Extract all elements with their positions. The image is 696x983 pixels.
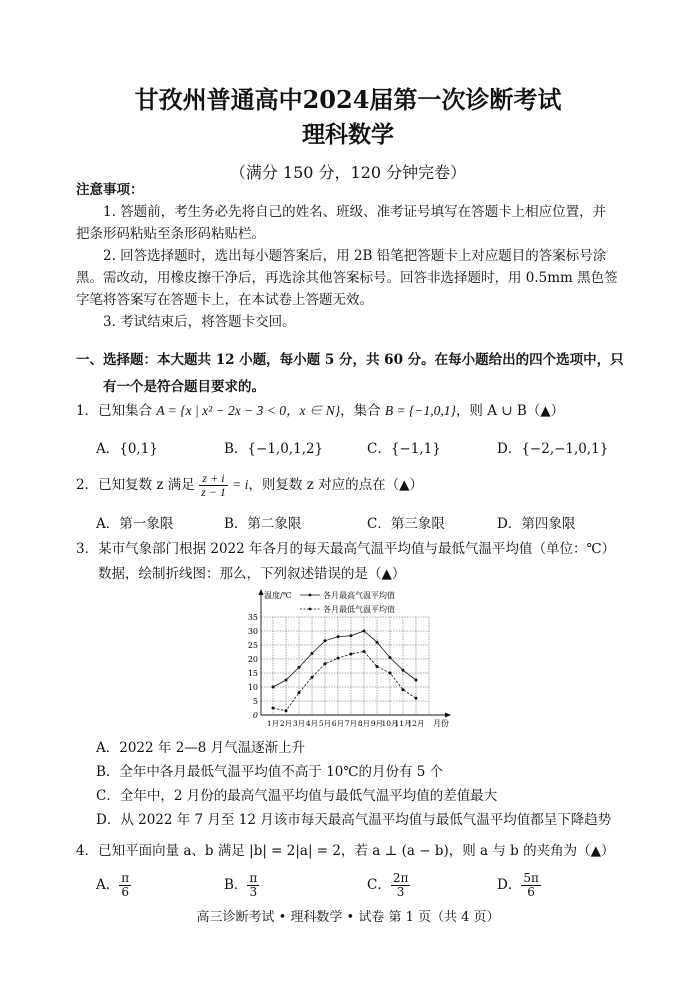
y-tick-label: 35 (247, 613, 258, 622)
data-point (415, 679, 418, 682)
q1-option-b: B．{−1,0,1,2} (224, 441, 324, 457)
q1-option-a: A．{0,1} (96, 441, 158, 457)
data-point (415, 697, 418, 700)
data-point (324, 662, 327, 665)
data-point (311, 652, 314, 655)
exam-info: （满分 150 分，120 分钟完卷） (229, 163, 467, 182)
q2-prefix: 2．已知复数 z 满足 (76, 477, 195, 493)
q4-d-den: 6 (527, 885, 535, 899)
q2-suffix: ，则复数 z 对应的点在（▲） (248, 477, 423, 493)
x-axis-label: 月份 (433, 719, 449, 728)
q4-option-c (367, 872, 410, 899)
data-point (350, 652, 353, 655)
data-point (311, 676, 314, 679)
q1-option-c: C．{−1,1} (367, 441, 441, 457)
q2-num: z + i (199, 472, 228, 486)
x-tick-label: 8月 (357, 719, 371, 728)
q4-a-den: 6 (121, 885, 130, 899)
chart-legend (300, 590, 395, 614)
q4-a-label: A． (96, 877, 120, 893)
q4-b-label: B． (224, 877, 248, 893)
note-2a: 2. 回答选择题时，选出每小题答案后，用 2B 铅笔把答题卡上对应题目的答案标号涂 (103, 248, 607, 264)
chart-grid (261, 617, 429, 715)
q3-option-a: A．2022 年 2—8 月气温逐渐上升 (96, 740, 306, 756)
q2-option-c: C．第三象限 (367, 516, 445, 532)
data-point (298, 691, 301, 694)
x-tick-label: 5月 (318, 719, 332, 728)
q3-line-2: 数据，绘制折线图：那么，下列叙述错误的是（▲） (98, 566, 406, 582)
data-point (324, 639, 327, 642)
q4-d-num: 5π (523, 871, 539, 885)
legend-marker-high (309, 594, 312, 597)
q1-prefix: 1．已知集合 (76, 403, 157, 419)
data-point (272, 686, 275, 689)
q1-suffix: ，则 A ∪ B（▲） (455, 403, 565, 419)
q1-option-d: D．{−2,−1,0,1} (497, 441, 609, 457)
section-line-2: 有一个是符合题目要求的。 (103, 379, 265, 395)
q4-option-b (224, 872, 259, 899)
series-line-1 (273, 651, 416, 710)
q4-b-num: π (249, 871, 258, 885)
q2-den: z − 1 (201, 485, 226, 499)
y-tick-label: 5 (252, 697, 258, 706)
y-axis-arrow (259, 589, 264, 595)
data-point (389, 656, 392, 659)
data-point (402, 688, 405, 691)
y-axis-label: 温度/℃ (264, 591, 292, 600)
note-2c: 字笔将答案写在答题卡上，在本试卷上答题无效。 (76, 292, 373, 308)
x-tick-label: 6月 (331, 719, 345, 728)
data-point (272, 707, 275, 710)
note-3: 3. 考试结束后，将答题卡交回。 (103, 314, 296, 330)
q1-mid: ，集合 (340, 403, 385, 419)
x-axis-arrow (445, 713, 451, 718)
legend-marker-low (309, 608, 312, 611)
q4-option-d (497, 872, 541, 899)
q2-option-b: B．第二象限 (224, 516, 302, 532)
y-tick-label: 25 (247, 641, 258, 650)
q3-line-1: 3．某市气象部门根据 2022 年各月的每天最高气温平均值与最低气温平均值（单位：℃） (76, 541, 616, 557)
q4-b-den: 3 (249, 885, 258, 899)
data-point (285, 679, 288, 682)
note-2b: 黑。需改动，用橡皮擦干净后，再选涂其他答案标号。回答非选择题时，用 0.5mm 黑色签 (76, 270, 618, 286)
question-3 (76, 537, 676, 587)
exam-title: 甘孜州普通高中2024届第一次诊断考试 (134, 85, 562, 114)
q3-option-b: B．全年中各月最低气温平均值不高于 10℃的月份有 5 个 (96, 764, 444, 780)
notes-heading: 注意事项： (76, 182, 144, 198)
data-point (298, 666, 301, 669)
data-point (363, 630, 366, 633)
y-tick-label: 15 (247, 669, 258, 678)
q2-option-d: D．第四象限 (497, 516, 576, 532)
data-point (350, 634, 353, 637)
q4-d-label: D． (497, 877, 522, 893)
q4-option-a (96, 872, 131, 899)
section-heading (76, 347, 656, 401)
x-tick-label: 12月 (407, 719, 425, 728)
note-1a: 1. 答题前，考生务必先将自己的姓名、班级、准考证号填写在答题卡上相应位置，并 (103, 204, 607, 220)
notes (76, 179, 636, 333)
data-point (285, 709, 288, 712)
x-tick-label: 11月 (394, 719, 412, 728)
section-line-1: 一、选择题：本大题共 12 小题，每小题 5 分，共 60 分。在每小题给出的四个选项中，只 (76, 352, 624, 368)
x-tick-label: 9月 (370, 719, 384, 728)
q4-c-num: 2π (392, 871, 409, 885)
q4-c-label: C． (367, 877, 391, 893)
q4-c-den: 3 (396, 885, 405, 899)
question-4: 4．已知平面向量 a、b 满足 |b| = 2|a| = 2，若 a ⊥ (a − b)，则 a 与 b 的夹角为（▲） (76, 843, 615, 859)
q3-option-c: C．全年中，2 月份的最高气温平均值与最低气温平均值的差值最大 (96, 788, 498, 804)
y-tick-label: 10 (247, 683, 258, 692)
exam-subject: 理科数学 (302, 121, 394, 148)
q2-eq: = i (232, 477, 249, 492)
y-tick-label: 30 (247, 627, 258, 636)
data-point (337, 635, 340, 638)
x-tick-label: 10月 (381, 719, 399, 728)
x-tick-label: 3月 (292, 719, 306, 728)
q1-set-b: B = {−1,0,1} (384, 403, 456, 418)
x-tick-label: 2月 (279, 719, 293, 728)
x-tick-label: 4月 (305, 719, 319, 728)
data-point (376, 641, 379, 644)
chart-ticks (248, 613, 425, 728)
note-1b: 把条形码粘贴至条形码粘贴栏。 (76, 226, 265, 242)
q1-set-a: A = {x | x² − 2x − 3 < 0，x ∈ N} (156, 403, 341, 418)
y-tick-label: 20 (247, 655, 258, 664)
page-footer: 高三诊断考试 • 理科数学 • 试卷 第 1 页（共 4 页） (196, 910, 500, 925)
data-point (402, 669, 405, 672)
x-tick-label: 7月 (344, 719, 358, 728)
legend-high: 各月最高气温平均值 (323, 591, 395, 600)
data-point (337, 657, 340, 660)
question-2 (76, 472, 423, 499)
temperature-line-chart (230, 585, 460, 730)
q2-option-a: A．第一象限 (96, 516, 174, 532)
q3-option-d: D．从 2022 年 7 月至 12 月该市每天最高气温平均值与最低气温平均值都呈下降趋势 (96, 812, 612, 828)
q4-a-num: π (121, 871, 130, 885)
x-tick-label: 1月 (266, 719, 280, 728)
data-point (363, 650, 366, 653)
q2-fraction (199, 472, 228, 499)
legend-low: 各月最低气温平均值 (323, 605, 395, 614)
chart-series (272, 630, 418, 713)
question-1 (76, 400, 564, 422)
data-point (389, 672, 392, 675)
data-point (376, 665, 379, 668)
y-tick-label: 0 (252, 711, 258, 720)
